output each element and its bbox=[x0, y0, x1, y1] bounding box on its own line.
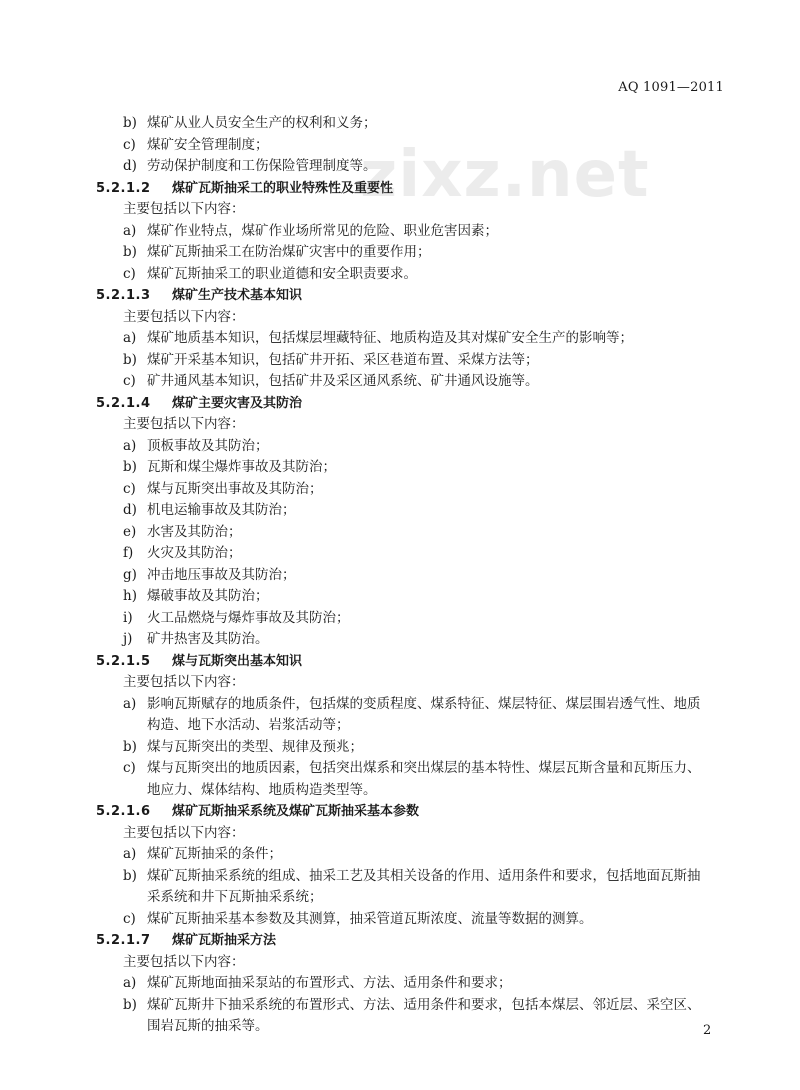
section-number: 5.2.1.3 bbox=[96, 288, 151, 303]
list-marker: c) bbox=[123, 265, 136, 282]
intro-text: 主要包括以下内容： bbox=[123, 953, 245, 970]
list-item bbox=[96, 973, 736, 995]
list-item-text: 矿井通风基本知识，包括矿井及采区通风系统、矿井通风设施等。 bbox=[147, 373, 539, 389]
list-item bbox=[96, 737, 736, 759]
list-marker: b) bbox=[123, 459, 137, 475]
list-item bbox=[96, 264, 736, 286]
intro-text: 主要包括以下内容： bbox=[123, 824, 245, 841]
list-item-continuation: 围岩瓦斯的抽采等。 bbox=[147, 1018, 269, 1034]
list-item bbox=[96, 350, 736, 372]
section-title: 煤矿瓦斯抽采系统及煤矿瓦斯抽采基本参数 bbox=[172, 804, 420, 819]
list-item bbox=[96, 371, 736, 393]
section-title: 煤与瓦斯突出基本知识 bbox=[172, 653, 303, 669]
list-item bbox=[96, 156, 736, 178]
section-number: 5.2.1.5 bbox=[96, 653, 151, 669]
section-heading bbox=[96, 285, 736, 307]
list-marker: a) bbox=[123, 846, 137, 862]
list-item-text: 煤矿瓦斯地面抽采泵站的布置形式、方法、适用条件和要求； bbox=[147, 975, 512, 991]
list-item-text: 煤矿瓦斯抽采工的职业道德和安全职责要求。 bbox=[147, 265, 417, 282]
list-marker: e) bbox=[123, 523, 137, 540]
list-marker: i) bbox=[123, 609, 133, 626]
list-item-text: 煤矿作业特点，煤矿作业场所常见的危险、职业危害因素； bbox=[147, 222, 498, 239]
list-item-text: 煤矿瓦斯抽采的条件； bbox=[147, 846, 282, 862]
section-title: 煤矿主要灾害及其防治 bbox=[172, 395, 303, 411]
list-item-text: 顶板事故及其防治； bbox=[147, 437, 269, 454]
section-number: 5.2.1.6 bbox=[96, 804, 151, 819]
list-marker: b) bbox=[123, 996, 137, 1013]
intro-text: 主要包括以下内容： bbox=[123, 308, 245, 325]
list-item bbox=[96, 436, 736, 458]
list-item-text: 煤矿瓦斯抽采系统的组成、抽采工艺及其相关设备的作用、适用条件和要求，包括地面瓦斯抽 bbox=[147, 867, 701, 884]
list-marker: a) bbox=[123, 437, 137, 454]
section-title: 煤矿生产技术基本知识 bbox=[172, 288, 303, 303]
intro-text: 主要包括以下内容： bbox=[123, 416, 245, 432]
list-marker: d) bbox=[123, 502, 137, 518]
list-item bbox=[96, 608, 736, 630]
list-item-text: 煤与瓦斯突出事故及其防治； bbox=[147, 480, 323, 497]
list-item-text: 煤矿开采基本知识，包括矿井开拓、采区巷道布置、采煤方法等； bbox=[147, 351, 539, 368]
list-item-text: 煤矿瓦斯井下抽采系统的布置形式、方法、适用条件和要求，包括本煤层、邻近层、采空区、 bbox=[147, 996, 701, 1013]
watermark: zixz.net bbox=[360, 138, 650, 212]
list-item-text: 煤与瓦斯突出的地质因素，包括突出煤系和突出煤层的基本特性、煤层瓦斯含量和瓦斯压力、 bbox=[147, 760, 701, 776]
list-marker: b) bbox=[123, 351, 137, 368]
list-marker: d) bbox=[123, 158, 137, 174]
list-item-text: 爆破事故及其防治； bbox=[147, 588, 269, 604]
list-marker: f) bbox=[123, 545, 134, 561]
list-marker: j) bbox=[123, 631, 133, 647]
list-item bbox=[96, 694, 736, 716]
section-number: 5.2.1.7 bbox=[96, 933, 151, 948]
list-item bbox=[96, 543, 736, 565]
list-item-text: 矿井热害及其防治。 bbox=[147, 631, 269, 647]
section-heading bbox=[96, 930, 736, 952]
list-item-text: 煤与瓦斯突出的类型、规律及预兆； bbox=[147, 738, 363, 755]
list-marker: b) bbox=[123, 738, 137, 755]
list-item-text: 冲击地压事故及其防治； bbox=[147, 566, 296, 583]
section-number: 5.2.1.2 bbox=[96, 180, 151, 196]
list-marker: h) bbox=[123, 588, 137, 604]
list-item bbox=[96, 909, 736, 931]
section-title: 煤矿瓦斯抽采工的职业特殊性及重要性 bbox=[172, 180, 394, 196]
list-item-text: 火灾及其防治； bbox=[147, 545, 242, 561]
list-marker: a) bbox=[123, 975, 137, 991]
page-number: 2 bbox=[703, 1023, 712, 1038]
list-item-text: 机电运输事故及其防治； bbox=[147, 502, 296, 518]
list-marker: a) bbox=[123, 695, 137, 712]
list-item bbox=[96, 844, 736, 866]
list-marker: c) bbox=[123, 136, 136, 153]
list-marker: c) bbox=[123, 910, 136, 927]
list-item bbox=[96, 522, 736, 544]
list-marker: b) bbox=[123, 867, 137, 884]
section-title: 煤矿瓦斯抽采方法 bbox=[172, 933, 277, 948]
list-item bbox=[96, 242, 736, 264]
list-item-text: 水害及其防治； bbox=[147, 523, 242, 540]
intro-text: 主要包括以下内容： bbox=[123, 201, 245, 217]
list-item bbox=[96, 328, 736, 350]
list-item-text: 煤矿瓦斯抽采工在防治煤矿灾害中的重要作用； bbox=[147, 244, 431, 260]
list-item-text: 煤矿从业人员安全生产的权利和义务； bbox=[147, 115, 377, 131]
section-number: 5.2.1.4 bbox=[96, 395, 151, 411]
list-item bbox=[96, 500, 736, 522]
list-item bbox=[96, 758, 736, 780]
body-text bbox=[96, 113, 736, 1038]
list-item bbox=[96, 479, 736, 501]
list-item bbox=[96, 113, 736, 135]
list-item-text: 劳动保护制度和工伤保险管理制度等。 bbox=[147, 158, 377, 174]
list-item bbox=[96, 221, 736, 243]
list-item-continuation: 采系统和井下瓦斯抽采系统； bbox=[147, 889, 323, 905]
list-marker: c) bbox=[123, 760, 136, 776]
list-item bbox=[96, 457, 736, 479]
intro-text: 主要包括以下内容： bbox=[123, 674, 245, 690]
section-heading bbox=[96, 393, 736, 415]
list-item-text: 煤矿地质基本知识，包括煤层埋藏特征、地质构造及其对煤矿安全生产的影响等； bbox=[147, 330, 633, 346]
list-item-text: 瓦斯和煤尘爆炸事故及其防治； bbox=[147, 459, 336, 475]
list-item-continuation: 构造、地下水活动、岩浆活动等； bbox=[147, 717, 350, 733]
list-marker: a) bbox=[123, 222, 137, 239]
list-item-text: 火工品燃烧与爆炸事故及其防治； bbox=[147, 609, 350, 626]
list-item-continuation: 地应力、煤体结构、地质构造类型等。 bbox=[147, 781, 377, 798]
list-item bbox=[96, 995, 736, 1017]
list-marker: b) bbox=[123, 244, 137, 260]
list-item bbox=[96, 135, 736, 157]
list-item bbox=[96, 586, 736, 608]
list-item bbox=[96, 565, 736, 587]
standard-code: AQ 1091—2011 bbox=[618, 80, 724, 95]
list-item bbox=[96, 866, 736, 888]
section-heading bbox=[96, 651, 736, 673]
section-heading bbox=[96, 178, 736, 200]
list-item-text: 影响瓦斯赋存的地质条件，包括煤的变质程度、煤系特征、煤层特征、煤层围岩透气性、地质 bbox=[147, 695, 701, 712]
list-marker: g) bbox=[123, 566, 137, 583]
list-item-text: 煤矿安全管理制度； bbox=[147, 136, 269, 153]
section-heading bbox=[96, 801, 736, 823]
list-marker: a) bbox=[123, 330, 137, 346]
list-item-text: 煤矿瓦斯抽采基本参数及其测算，抽采管道瓦斯浓度、流量等数据的测算。 bbox=[147, 910, 593, 927]
list-marker: c) bbox=[123, 480, 136, 497]
list-marker: c) bbox=[123, 373, 136, 389]
list-item bbox=[96, 629, 736, 651]
list-marker: b) bbox=[123, 115, 137, 131]
